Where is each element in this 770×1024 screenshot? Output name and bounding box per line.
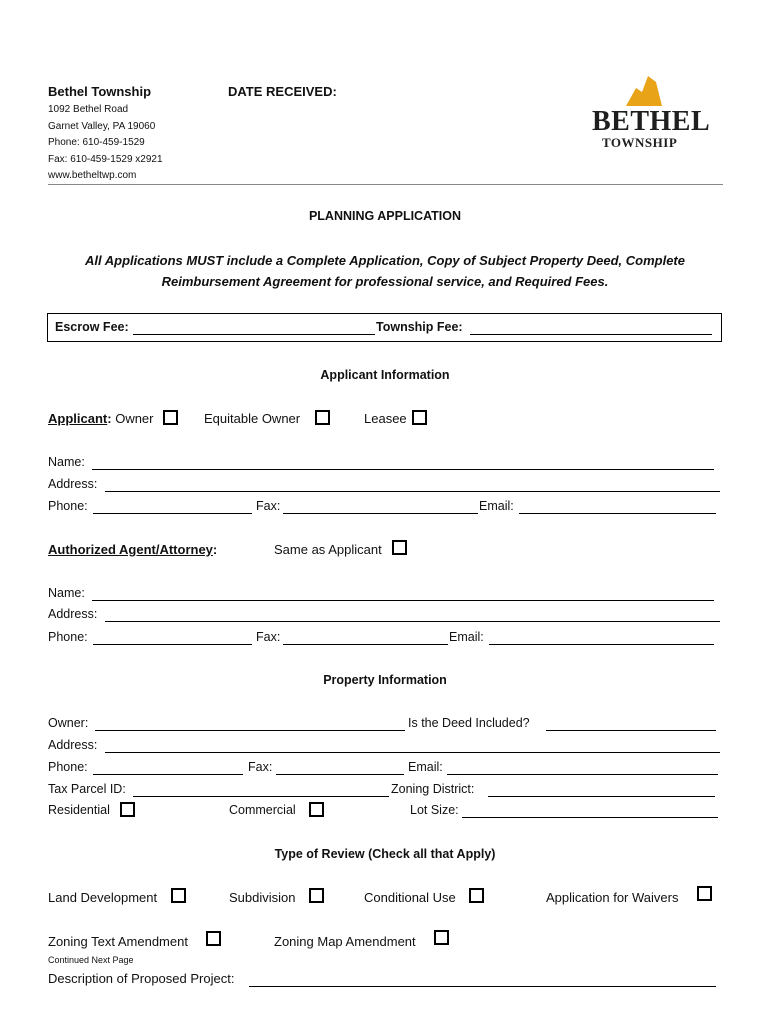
property-email-field[interactable]	[447, 774, 718, 775]
agent-label: Authorized Agent/Attorney	[48, 542, 213, 557]
agent-row	[48, 542, 217, 557]
waivers-checkbox[interactable]	[697, 886, 712, 901]
subdivision-label: Subdivision	[229, 890, 296, 905]
applicant-address-label: Address:	[48, 477, 98, 491]
applicant-name-field[interactable]	[92, 469, 714, 470]
township-fee-field[interactable]	[470, 334, 712, 335]
zoning-text-amendment-label: Zoning Text Amendment	[48, 934, 188, 949]
agent-fax-field[interactable]	[283, 644, 448, 645]
agent-fax-label: Fax:	[256, 630, 281, 644]
notice-line-1: All Applications MUST include a Complete Application, Copy of Subject Property Deed, Complete	[85, 253, 685, 268]
escrow-fee-label: Escrow Fee:	[55, 320, 129, 334]
date-received-label: DATE RECEIVED:	[228, 84, 337, 99]
continued-note: Continued Next Page	[48, 955, 134, 965]
fax-line: Fax: 610-459-1529 x2921	[48, 153, 163, 165]
logo-text-bethel: BETHEL	[592, 106, 711, 137]
zoning-map-amendment-label: Zoning Map Amendment	[274, 934, 416, 949]
logo-text-township: TOWNSHIP	[602, 135, 678, 150]
property-owner-label: Owner:	[48, 716, 89, 730]
header-divider	[48, 184, 723, 185]
org-name: Bethel Township	[48, 84, 152, 99]
residential-label: Residential	[48, 803, 110, 817]
agent-email-label: Email:	[449, 630, 484, 644]
owner-checkbox[interactable]	[163, 410, 178, 425]
same-as-applicant-label: Same as Applicant	[274, 542, 382, 557]
agent-address-label: Address:	[48, 607, 98, 621]
option-equitable-owner-label: Equitable Owner	[204, 411, 301, 426]
applicant-row	[48, 411, 154, 426]
logo-emblem-icon	[590, 72, 710, 108]
conditional-use-checkbox[interactable]	[469, 888, 484, 903]
project-description-field[interactable]	[249, 986, 716, 987]
zoning-district-field[interactable]	[488, 796, 715, 797]
agent-phone-field[interactable]	[93, 644, 252, 645]
option-leasee-label: Leasee	[364, 411, 407, 426]
phone-line: Phone: 610-459-1529	[48, 137, 145, 148]
agent-name-label: Name:	[48, 586, 85, 600]
property-address-field[interactable]	[105, 752, 720, 753]
waivers-label: Application for Waivers	[546, 890, 679, 905]
property-fax-label: Fax:	[248, 760, 273, 774]
tax-parcel-label: Tax Parcel ID:	[48, 782, 126, 796]
address-line: Garnet Valley, PA 19060	[48, 120, 156, 132]
website-line: www.betheltwp.com	[48, 170, 137, 181]
bethel-township-logo	[590, 72, 710, 152]
applicant-phone-label: Phone:	[48, 499, 88, 513]
applicant-heading: Applicant Information	[320, 368, 450, 382]
applicant-email-field[interactable]	[519, 513, 716, 514]
deed-included-field[interactable]	[546, 730, 716, 731]
commercial-label: Commercial	[229, 803, 296, 817]
review-heading: Type of Review (Check all that Apply)	[274, 847, 496, 861]
commercial-checkbox[interactable]	[309, 802, 324, 817]
applicant-email-label: Email:	[479, 499, 514, 513]
property-phone-field[interactable]	[93, 774, 243, 775]
leasee-checkbox[interactable]	[412, 410, 427, 425]
tax-parcel-field[interactable]	[133, 796, 389, 797]
subdivision-checkbox[interactable]	[309, 888, 324, 903]
address-line: 1092 Bethel Road	[48, 104, 129, 115]
township-fee-label: Township Fee:	[376, 320, 463, 334]
zoning-map-amendment-checkbox[interactable]	[434, 930, 449, 945]
page-title: PLANNING APPLICATION	[308, 209, 462, 223]
zoning-text-amendment-checkbox[interactable]	[206, 931, 221, 946]
project-description-label: Description of Proposed Project:	[48, 971, 235, 986]
agent-email-field[interactable]	[489, 644, 714, 645]
applicant-fax-field[interactable]	[283, 513, 478, 514]
zoning-district-label: Zoning District:	[391, 782, 475, 796]
same-as-applicant-checkbox[interactable]	[392, 540, 407, 555]
property-address-label: Address:	[48, 738, 98, 752]
option-owner-label: Owner	[115, 411, 154, 426]
property-fax-field[interactable]	[276, 774, 404, 775]
property-owner-field[interactable]	[95, 730, 405, 731]
agent-address-field[interactable]	[105, 621, 720, 622]
deed-included-label: Is the Deed Included?	[408, 716, 530, 730]
agent-name-field[interactable]	[92, 600, 714, 601]
applicant-colon: :	[107, 411, 112, 426]
lot-size-field[interactable]	[462, 817, 718, 818]
conditional-use-label: Conditional Use	[364, 890, 456, 905]
land-development-checkbox[interactable]	[171, 888, 186, 903]
applicant-phone-field[interactable]	[93, 513, 252, 514]
applicant-name-label: Name:	[48, 455, 85, 469]
land-development-label: Land Development	[48, 890, 158, 905]
escrow-fee-field[interactable]	[133, 334, 375, 335]
applicant-label: Applicant	[48, 411, 108, 426]
residential-checkbox[interactable]	[120, 802, 135, 817]
org-address-block	[48, 102, 163, 185]
agent-colon: :	[212, 542, 218, 557]
agent-phone-label: Phone:	[48, 630, 88, 644]
notice-line-2: Reimbursement Agreement for professional service, and Required Fees.	[161, 274, 609, 289]
lot-size-label: Lot Size:	[410, 803, 459, 817]
equitable-owner-checkbox[interactable]	[315, 410, 330, 425]
property-email-label: Email:	[408, 760, 443, 774]
applicant-fax-label: Fax:	[256, 499, 281, 513]
applicant-address-field[interactable]	[105, 491, 720, 492]
property-phone-label: Phone:	[48, 760, 88, 774]
property-heading: Property Information	[323, 673, 447, 687]
